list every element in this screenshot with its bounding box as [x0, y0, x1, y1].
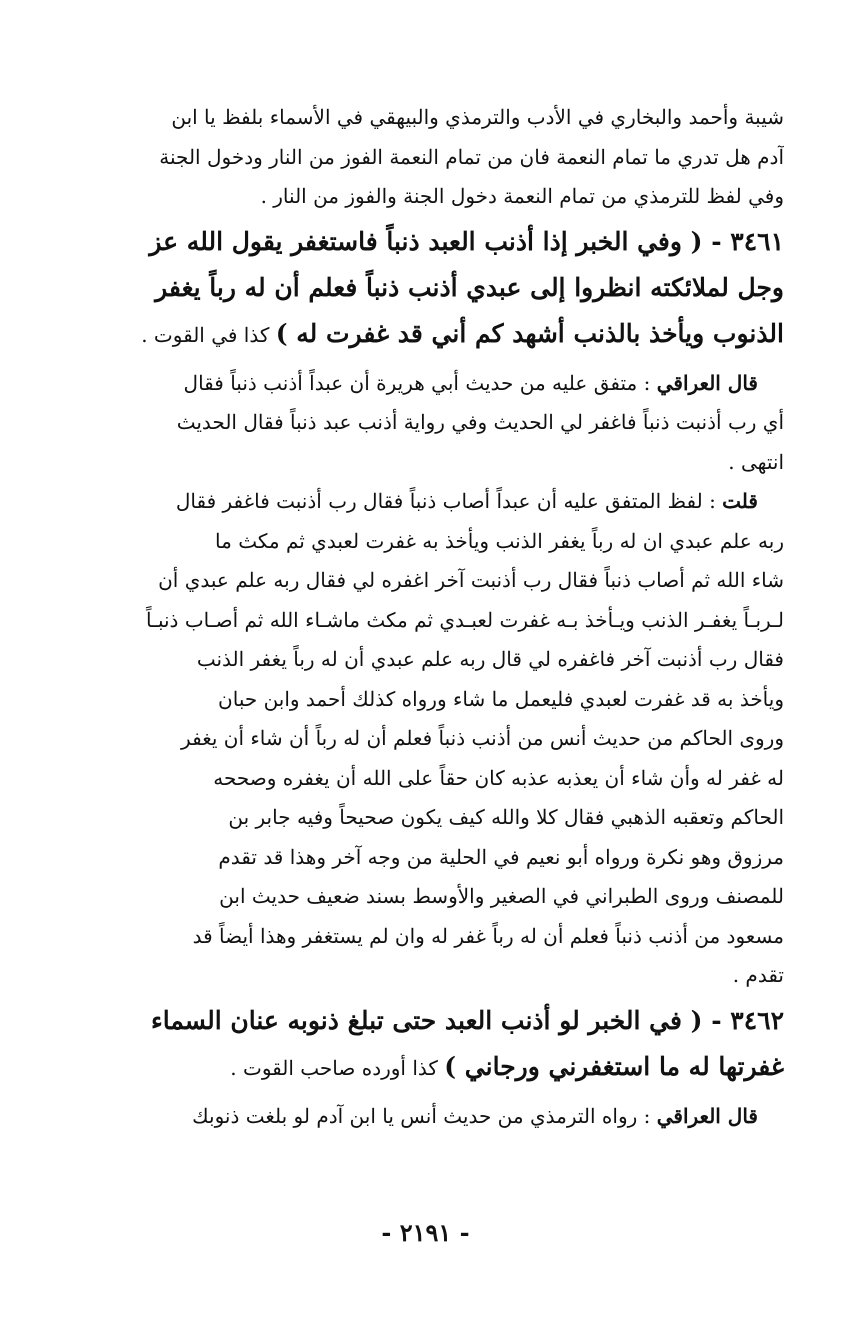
text-line	[68, 482, 784, 522]
hadith-line: ٣٤٦٢ - ( في الخبر لو أذنب العبد حتى تبلغ ذنوبه عنان السماء	[150, 1005, 784, 1035]
comment-text: : متفق عليه من حديث أبي هريرة أن عبداً أذنب ذنباً فقال	[183, 370, 657, 395]
commentator-label: قال العراقي	[656, 1103, 758, 1128]
text-line	[68, 1097, 784, 1137]
hadith-line	[68, 1044, 784, 1091]
text-line: ويأخذ به قد غفرت لعبدي فليعمل ما شاء ورواه كذلك أحمد وابن حبان	[218, 686, 784, 711]
page-number: - ٢١٩١ -	[381, 1218, 470, 1247]
commentator-label: قال العراقي	[656, 370, 758, 395]
text-line: شيبة وأحمد والبخاري في الأدب والترمذي والبيهقي في الأسماء بلفظ يا ابن	[171, 105, 784, 129]
source-note: كذا في القوت .	[141, 322, 276, 347]
text-line: شاء الله ثم أصاب ذنباً فقال رب أذنبت آخر اغفره لي فقال ربه علم عبدي أن	[158, 568, 784, 592]
text-line: مسعود من أذنب ذنباً فعلم أن له رباً غفر له وان لم يستغفر وهذا أيضاً قد	[192, 923, 784, 948]
text-line: ربه علم عبدي ان له رباً يغفر الذنب ويأخذ به غفرت لعبدي ثم مكث ما	[215, 528, 784, 553]
comment-text: : رواه الترمذي من حديث أنس يا ابن آدم لو بلغت ذنوبك	[192, 1103, 657, 1128]
text-line: وروى الحاكم من حديث أنس من أذنب ذنباً فعلم أن له رباً أن شاء أن يغفر	[181, 726, 784, 750]
text-line: لـربـاً يغفـر الذنب ويـأخذ بـه غفرت لعبـدي ثم مكث ماشـاء الله ثم أصـاب ذنبـاً	[146, 607, 784, 632]
iraqi-comment-2	[68, 1097, 784, 1137]
text-line: فقال رب أذنبت آخر فاغفره لي قال ربه علم عبدي أن له رباً يغفر الذنب	[196, 647, 784, 671]
iraqi-comment-1	[68, 364, 784, 483]
page-body	[68, 98, 784, 1136]
text-line	[68, 364, 784, 404]
hadith-line: وجل لملائكته انظروا إلى عبدي أذنب ذنباً فعلم أن له رباً يغفر	[155, 272, 784, 302]
text-line: تقدم .	[732, 963, 784, 987]
hadith-3462	[68, 998, 784, 1091]
text-line: مرزوق وهو نكرة ورواه أبو نعيم في الحلية من وجه آخر وهذا قد تقدم	[218, 844, 784, 869]
text-line: للمصنف وروى الطبراني في الصغير والأوسط بسند ضعيف حديث ابن	[219, 884, 784, 908]
paragraph-continuation	[68, 98, 784, 217]
hadith-3461	[68, 219, 784, 358]
hadith-line	[68, 311, 784, 358]
text-line: آدم هل تدري ما تمام النعمة فان من تمام النعمة الفوز من النار ودخول الجنة	[159, 144, 784, 169]
text-line: الحاكم وتعقبه الذهبي فقال كلا والله كيف يكون صحيحاً وفيه جابر بن	[228, 805, 784, 829]
hadith-text: غفرتها له ما استغفرني ورجاني )	[444, 1051, 784, 1081]
commentator-label: قلت	[722, 489, 758, 513]
hadith-text: الذنوب ويأخذ بالذنب أشهد كم أني قد غفرت له )	[275, 318, 784, 348]
text-line: وفي لفظ للترمذي من تمام النعمة دخول الجنة والفوز من النار .	[260, 184, 784, 208]
hadith-line: ٣٤٦١ - ( وفي الخبر إذا أذنب العبد ذنباً فاستغفر يقول الله عز	[149, 226, 784, 256]
text-line: له غفر له وأن شاء أن يعذبه عذبه كان حقاً على الله أن يغفره وصححه	[213, 765, 784, 790]
text-line: انتهى .	[728, 449, 784, 474]
comment-text: : لفظ المتفق عليه أن عبداً أصاب ذنباً فقال رب أذنبت فاغفر فقال	[175, 489, 723, 513]
qultu-comment	[68, 482, 784, 996]
source-note: كذا أورده صاحب القوت .	[230, 1055, 445, 1080]
text-line: أي رب أذنبت ذنباً فاغفر لي الحديث وفي رواية أذنب عبد ذنباً فقال الحديث	[176, 410, 784, 434]
